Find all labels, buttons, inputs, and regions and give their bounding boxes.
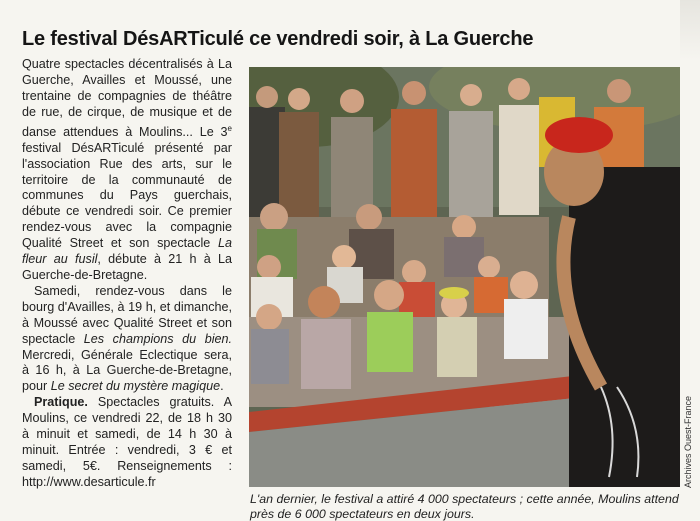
festival-photo — [249, 67, 680, 487]
photo-credit: Archives Ouest-France — [683, 395, 693, 488]
article-paragraph-2: Samedi, rendez-vous dans le bourg d'Availles, à 19 h, et dimanche, à Moussé avec Qualité Street et son spectacle Les champions du bien. Mercredi, Générale Eclectique sera, à 16 h, à La Guerche-de-Bretagne, pour Le secret du mystère magique. — [22, 283, 233, 394]
article-body — [22, 57, 232, 491]
crowd-illustration — [249, 67, 680, 487]
article-paragraph-1: Quatre spectacles décentralisés à La Guerche, Availles et Moussé, une trentaine de compagnies de théâtre de rue, de cirque, de musique et de danse attendues à Moulins... Le 3e festival DésARTiculé présenté par l'association Rue des arts, sur le territoire de la communauté de communes du Pays guerchais, débute ce vendredi soir. Ce premier rendez-vous avec la compagnie Qualité Street et son spectacle La fleur au fusil, débute à 21 h à La Guerche-de-Bretagne. — [22, 57, 232, 282]
article-paragraph-practical: Pratique. Spectacles gratuits. A Moulins, ce vendredi 22, de 18 h 30 à minuit et samedi, de 14 h 30 à minuit. Entrée : vendredi, 3 € et samedi, 5€. Renseignements : http://www.desarticule.fr — [22, 395, 232, 489]
photo-caption: L'an dernier, le festival a attiré 4 000 spectateurs ; cette année, Moulins attend près de 6 000 spectateurs en deux jours. — [250, 492, 679, 521]
headline: Le festival DésARTiculé ce vendredi soir, à La Guerche — [22, 28, 534, 50]
page-shadow — [680, 0, 700, 60]
